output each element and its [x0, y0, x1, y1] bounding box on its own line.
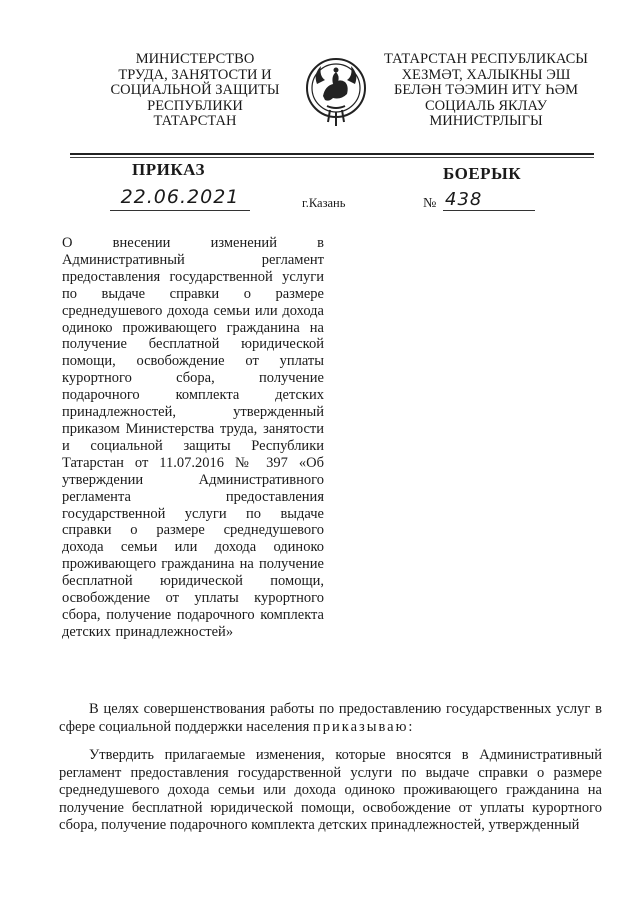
preamble-end: :	[408, 718, 413, 735]
order-date-handwritten: 22.06.2021	[110, 186, 250, 211]
order-number-label: №	[423, 196, 437, 211]
ministry-name-ru-line: РЕСПУБЛИКИ	[147, 97, 243, 114]
order-number-handwritten: 438	[443, 189, 535, 211]
ministry-name-tt-line: СОЦИАЛЬ ЯКЛАУ	[425, 97, 547, 114]
ministry-name-ru-line: СОЦИАЛЬНОЙ ЗАЩИТЫ	[110, 82, 280, 99]
ministry-name-tt-line: МИНИСТРЛЫГЫ	[429, 113, 543, 130]
ministry-name-tt	[372, 52, 600, 130]
order-subject: О внесении изменений в Административный регламент предоставления государственной услуги по выдаче справки о размере среднедушевого дохода семьи или дохода одиноко проживающего гражданина на получение бесплатной юридической помощи, освобождение от уплаты курортного сбора, получение подарочного комплекта детских принадлежностей, утвержденный приказом Министерства труда, занятости и социальной защиты Республики Татарстан от 11.07.2016 № 397 «Об утверждении Административного регламента предоставления государственной услуги по выдаче справки о размере среднедушевого дохода семьи или дохода одиноко проживающего гражданина на получение бесплатной юридической помощи, освобождение от уплаты курортного сбора, получение подарочного комплекта детских принадлежностей»	[62, 235, 324, 640]
order-title-tt: БОЕРЫК	[443, 164, 522, 183]
ministry-name-tt-line: БЕЛӘН ТӘЭМИН ИТҮ ҺӘМ	[394, 82, 578, 99]
order-city: г.Казань	[302, 196, 346, 210]
ministry-name-ru-line: ТРУДА, ЗАНЯТОСТИ И	[118, 66, 272, 83]
header-divider	[70, 153, 594, 155]
preamble-text: В целях совершенствования работы по предоставлению государственных услуг в сфере социальной поддержки населения	[59, 701, 602, 735]
header-divider-thin	[70, 157, 594, 158]
preamble-paragraph	[59, 701, 602, 736]
order-word: приказываю	[312, 718, 409, 735]
body-paragraph: Утвердить прилагаемые изменения, которые вносятся в Административный регламент предоставления государственной услуги по выдаче справки о размере среднедушевого дохода семьи или дохода одиноко проживающего гражданина на получение бесплатной юридической помощи, освобождение от уплаты курортного сбора, получение подарочного комплекта детских принадлежностей, утвержденный	[59, 747, 602, 833]
ministry-name-ru-line: МИНИСТЕРСТВО	[135, 51, 255, 67]
ministry-name-ru-line: ТАТАРСТАН	[153, 113, 237, 130]
ministry-name-tt-line: ХЕЗМӘТ, ХАЛЫКНЫ ЭШ	[401, 66, 571, 83]
tatarstan-coat-of-arms-icon	[303, 50, 369, 134]
ministry-name-ru	[95, 52, 295, 130]
ministry-name-tt-line: ТАТАРСТАН РЕСПУБЛИКАСЫ	[384, 51, 588, 67]
order-title-ru: ПРИКАЗ	[132, 160, 205, 179]
